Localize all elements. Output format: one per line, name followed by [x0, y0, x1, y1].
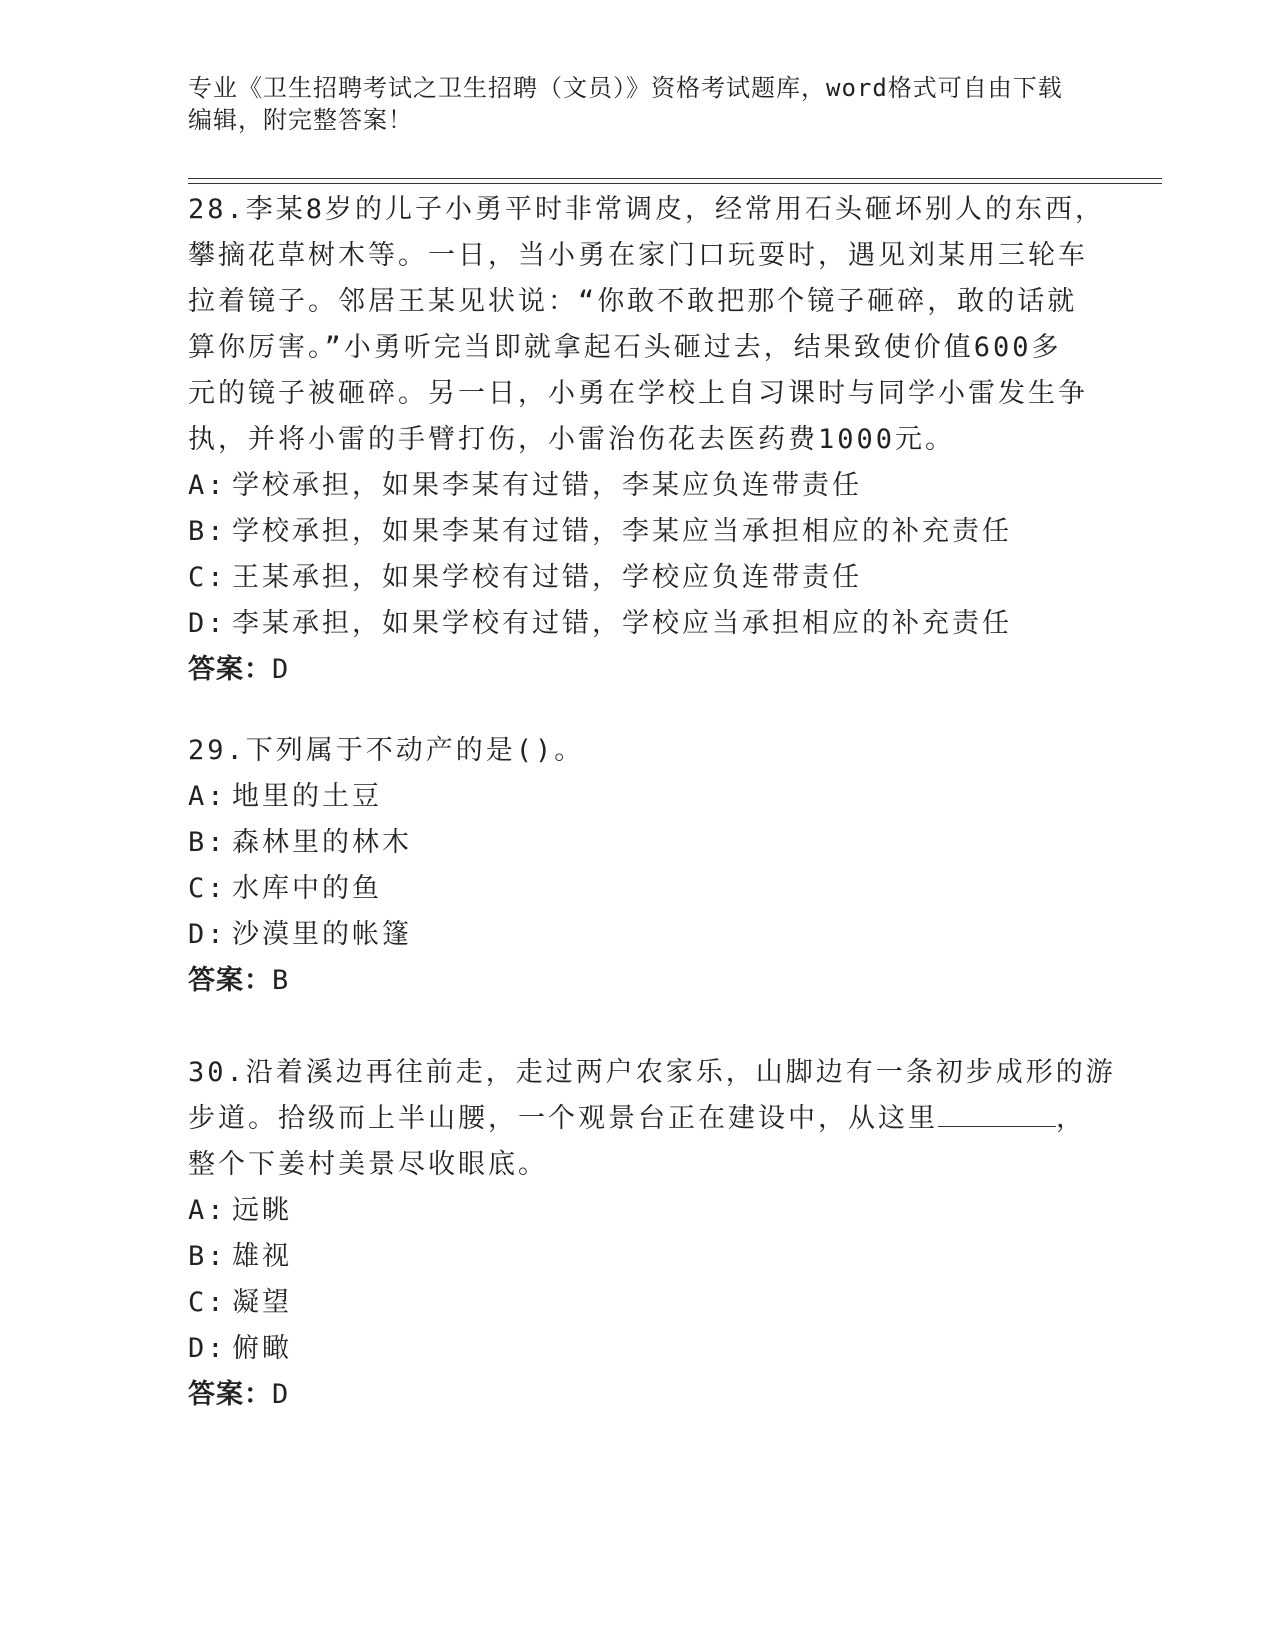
option-text: 俯瞰 — [232, 1333, 292, 1364]
option-letter: B: — [188, 516, 227, 547]
option-text: 李某承担，如果学校有过错，学校应当承担相应的补充责任 — [232, 608, 1012, 639]
header-line-2: 编辑，附完整答案！ — [188, 106, 413, 134]
option-a — [188, 463, 1088, 509]
question-stem — [188, 728, 1088, 774]
answer-line — [188, 1372, 1088, 1418]
option-a — [188, 1188, 1088, 1234]
option-letter: C: — [188, 562, 227, 593]
header-divider-bottom — [188, 183, 1162, 184]
option-letter: C: — [188, 873, 227, 904]
stem-line: 30.沿着溪边再往前走，走过两户农家乐，山脚边有一条初步成形的游 — [188, 1057, 1116, 1088]
option-d — [188, 1326, 1088, 1372]
option-d — [188, 912, 1088, 958]
answer-value: D — [272, 654, 290, 685]
header-divider-top — [188, 178, 1162, 179]
option-text: 沙漠里的帐篷 — [232, 919, 412, 950]
header-line-1: 专业《卫生招聘考试之卫生招聘（文员）》资格考试题库，word格式可自由下载 — [188, 74, 1063, 102]
option-b — [188, 1234, 1088, 1280]
answer-label: 答案： — [188, 1379, 272, 1410]
stem-line: 元的镜子被砸碎。另一日，小勇在学校上自习课时与同学小雷发生争 — [188, 378, 1088, 409]
answer-value: B — [272, 965, 290, 996]
document-header — [188, 72, 1088, 136]
option-a — [188, 774, 1088, 820]
option-letter: A: — [188, 470, 227, 501]
option-text: 凝望 — [232, 1287, 292, 1318]
option-letter: C: — [188, 1287, 227, 1318]
option-text: 水库中的鱼 — [232, 873, 382, 904]
question-30 — [188, 1050, 1116, 1418]
option-text: 学校承担，如果李某有过错，李某应当承担相应的补充责任 — [232, 516, 1012, 547]
option-letter: A: — [188, 1195, 227, 1226]
option-letter: B: — [188, 1241, 227, 1272]
option-c — [188, 866, 1088, 912]
stem-line: 执，并将小雷的手臂打伤，小雷治伤花去医药费1000元。 — [188, 424, 956, 455]
option-letter: D: — [188, 1333, 227, 1364]
option-text: 雄视 — [232, 1241, 292, 1272]
stem-line: 拉着镜子。邻居王某见状说：“你敢不敢把那个镜子砸碎，敢的话就 — [188, 286, 1078, 317]
answer-value: D — [272, 1379, 290, 1410]
answer-line — [188, 958, 1088, 1004]
option-b — [188, 509, 1088, 555]
stem-line: 算你厉害。”小勇听完当即就拿起石头砸过去，结果致使价值600多 — [188, 332, 1062, 363]
option-letter: D: — [188, 919, 227, 950]
option-text: 远眺 — [232, 1195, 292, 1226]
answer-line — [188, 647, 1088, 693]
option-c — [188, 1280, 1088, 1326]
answer-label: 答案： — [188, 654, 272, 685]
stem-text: 步道。拾级而上半山腰，一个观景台正在建设中，从这里 — [188, 1103, 938, 1134]
question-29 — [188, 728, 1088, 1004]
question-stem — [188, 1050, 1116, 1188]
option-letter: A: — [188, 781, 227, 812]
answer-label: 答案： — [188, 965, 272, 996]
question-stem — [188, 187, 1106, 463]
document-page — [188, 0, 1168, 1650]
stem-line: 攀摘花草树木等。一日，当小勇在家门口玩耍时，遇见刘某用三轮车 — [188, 240, 1088, 271]
option-text: 森林里的林木 — [232, 827, 412, 858]
option-c — [188, 555, 1088, 601]
stem-line — [188, 1096, 1088, 1142]
option-text: 学校承担，如果李某有过错，李某应负连带责任 — [232, 470, 862, 501]
stem-line: 29.下列属于不动产的是()。 — [188, 735, 585, 766]
option-letter: D: — [188, 608, 227, 639]
stem-line: 整个下姜村美景尽收眼底。 — [188, 1149, 548, 1180]
blank-suffix: ， — [1056, 1103, 1086, 1134]
option-b — [188, 820, 1088, 866]
fill-in-blank — [938, 1104, 1056, 1127]
option-text: 地里的土豆 — [232, 781, 382, 812]
option-d — [188, 601, 1088, 647]
stem-line: 28.李某8岁的儿子小勇平时非常调皮，经常用石头砸坏别人的东西， — [188, 194, 1106, 225]
option-letter: B: — [188, 827, 227, 858]
option-text: 王某承担，如果学校有过错，学校应负连带责任 — [232, 562, 862, 593]
question-28 — [188, 187, 1106, 693]
